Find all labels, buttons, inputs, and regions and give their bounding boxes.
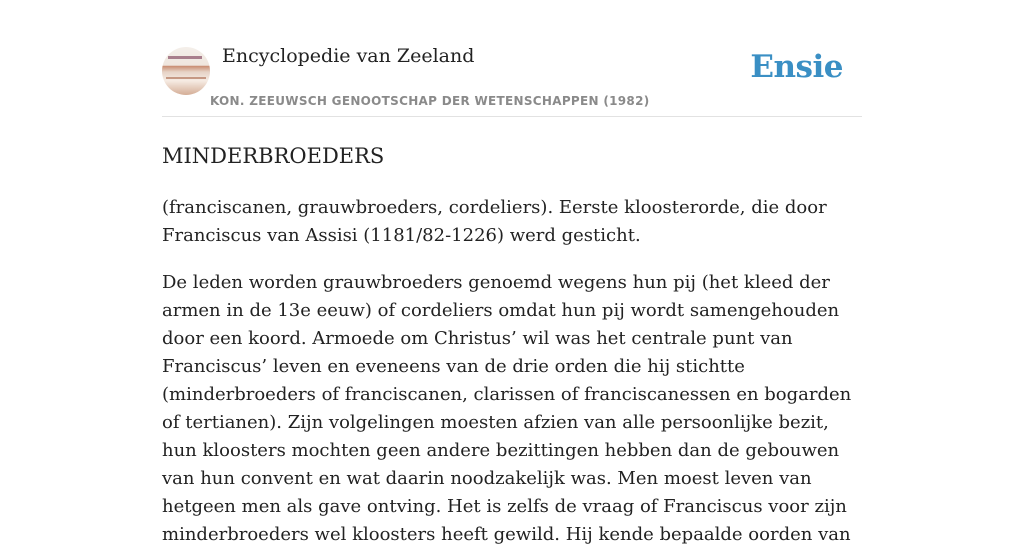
entry-paragraph: De leden worden grauwbroeders genoemd wegens hun pij (het kleed der armen in de 13e eeuw) of cordeliers omdat hun pij wordt samengehouden door een koord. Armoede om Christus’ wil was het centrale punt van Franciscus’ leven en eveneens van de drie orden die hij stichtte (minderbroeders of franciscanen, clarissen of franciscanessen en bogarden of tertianen). Zijn volgelingen moesten afzien van alle persoonlijke bezit, hun kloosters mochten geen andere bezittingen hebben dan de gebouwen van hun convent en wat daarin noodzakelijk was. Men moest leven van hetgeen men als gave ontving. Het is zelfs de vraag of Franciscus voor zijn minderbroeders wel kloosters heeft gewild. Hij kende bepaalde oorden van: [162, 272, 852, 545]
avatar-image-detail: [168, 56, 202, 59]
entry-body: [162, 194, 862, 549]
publication-avatar[interactable]: [162, 47, 210, 95]
publication-publisher: KON. ZEEUWSCH GENOOTSCHAP DER WETENSCHAPPEN (1982): [210, 94, 650, 108]
page: [162, 0, 862, 549]
entry-title: MINDERBROEDERS: [162, 144, 385, 168]
entry-paragraph: (franciscanen, grauwbroeders, cordeliers). Eerste kloosterorde, die door Franciscus van Assisi (1181/82-1226) werd gesticht.: [162, 197, 827, 246]
ensie-logo[interactable]: Ensie: [750, 49, 843, 85]
site-header: [162, 0, 862, 117]
publication-title[interactable]: Encyclopedie van Zeeland: [222, 45, 475, 67]
avatar-image-detail: [166, 77, 206, 79]
